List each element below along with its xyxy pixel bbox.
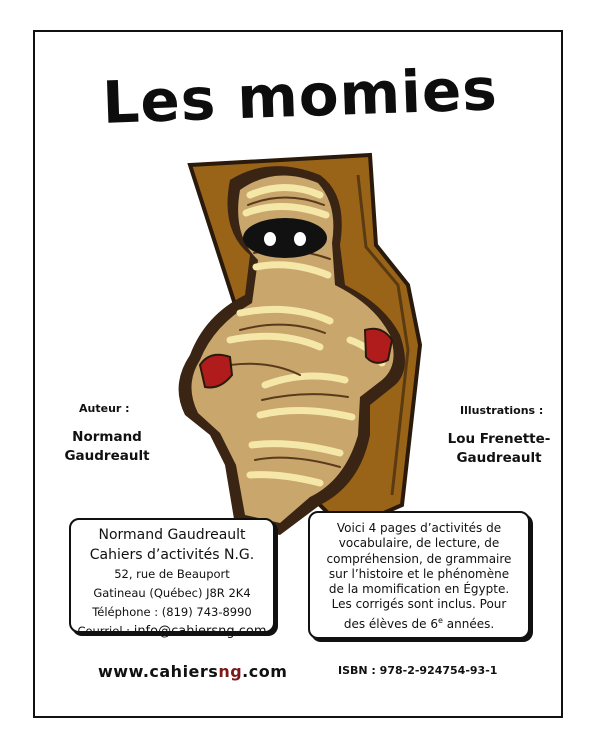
- description-line: vocabulaire, de lecture, de: [338, 536, 500, 551]
- isbn-number: ISBN : 978-2-924754-93-1: [338, 664, 498, 677]
- page-title: Les momies: [101, 55, 499, 137]
- contact-phone: Téléphone : (819) 743-8990: [92, 605, 252, 619]
- illustrator-name-line1: Lou Frenette-: [447, 431, 551, 447]
- description-line: compréhension, de grammaire: [326, 551, 512, 566]
- contact-box: [69, 518, 275, 639]
- description-line: [318, 613, 520, 632]
- illustrator-name-line2: Gaudreault: [456, 450, 542, 466]
- description-text: [310, 521, 528, 632]
- website-link[interactable]: [98, 662, 287, 681]
- website-suffix: .com: [242, 662, 288, 681]
- description-line7-prefix: des élèves de 6: [343, 616, 439, 631]
- contact-email-label: Courriel :: [77, 624, 131, 638]
- contact-email-link[interactable]: info@cahiersng.com: [133, 624, 267, 639]
- website-prefix: www.cahiers: [98, 662, 219, 681]
- description-line: de la momification en Égypte.: [328, 582, 510, 597]
- author-label: Auteur :: [79, 402, 130, 415]
- description-line: Les corrigés sont inclus. Pour: [331, 597, 507, 612]
- contact-street: 52, rue de Beauport: [114, 567, 230, 581]
- mummy-illustration-icon: [170, 135, 440, 555]
- description-line: sur l’histoire et le phénomène: [328, 566, 510, 581]
- description-box: [308, 511, 530, 639]
- illustrator-name: [440, 430, 558, 468]
- description-line7-suffix: années.: [442, 616, 495, 631]
- description-line7-sup: e: [438, 615, 443, 625]
- website-highlight: ng: [218, 662, 243, 681]
- author-name-line2: Gaudreault: [64, 448, 150, 464]
- illustrator-label: Illustrations :: [460, 404, 544, 417]
- author-name: [62, 428, 152, 466]
- contact-name: Normand Gaudreault: [98, 527, 246, 543]
- contact-email-row: [71, 622, 273, 641]
- contact-city: Gatineau (Québec) J8R 2K4: [93, 586, 251, 600]
- description-line: Voici 4 pages d’activités de: [336, 521, 502, 535]
- contact-company: Cahiers d’activités N.G.: [89, 547, 255, 563]
- author-name-line1: Normand: [72, 429, 142, 445]
